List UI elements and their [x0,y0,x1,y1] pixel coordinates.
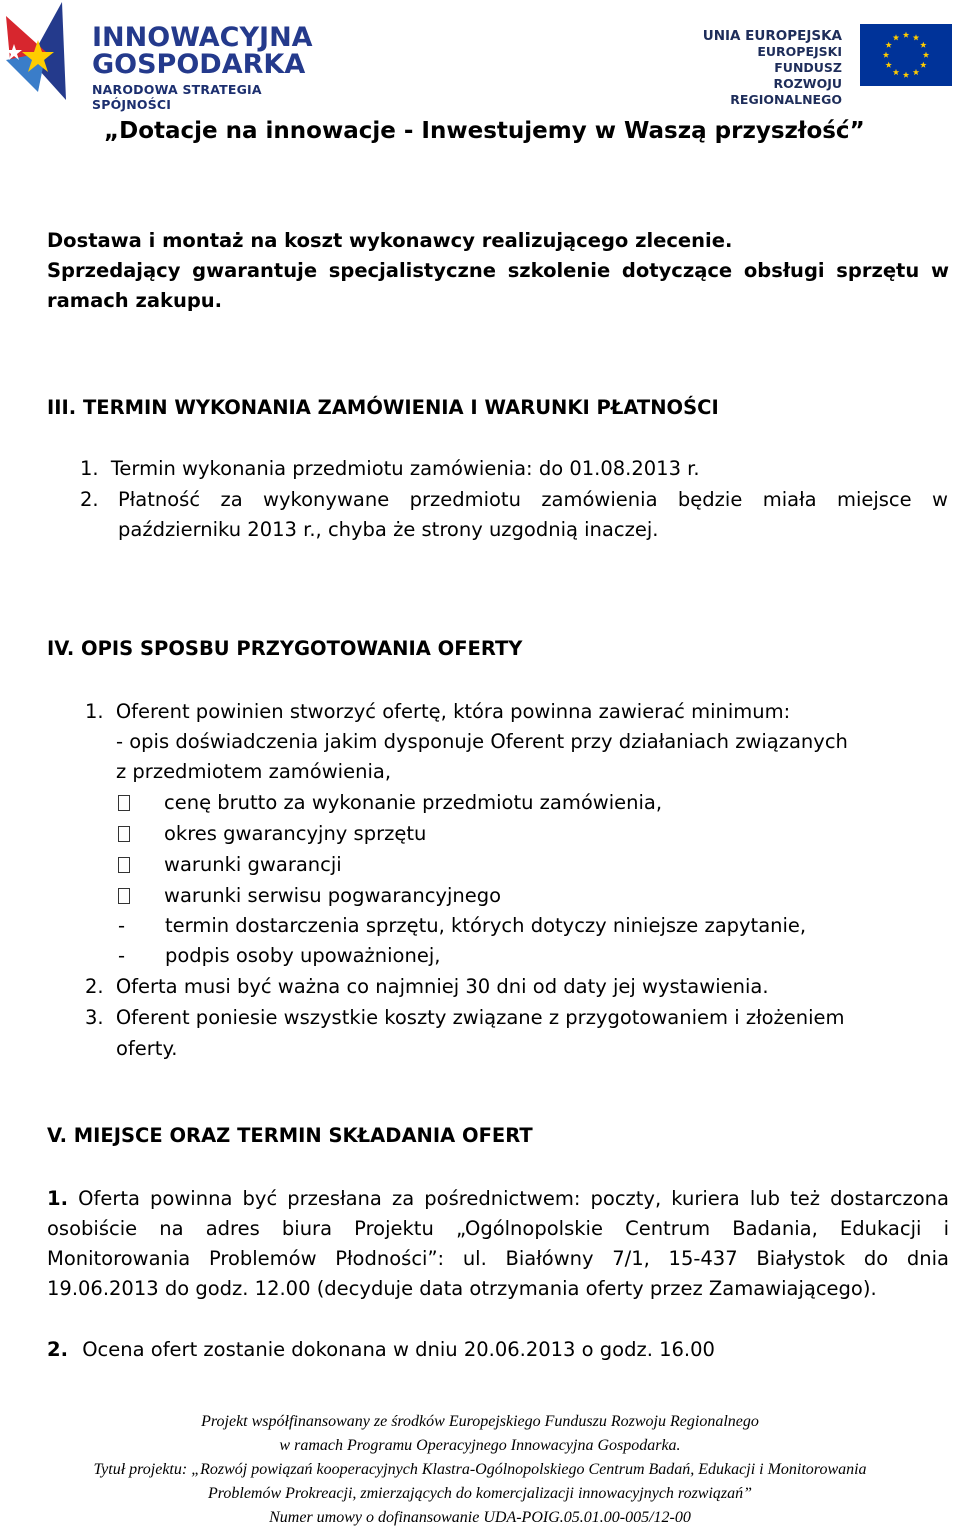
footer-line-1: Projekt współfinansowany ze środków Europejskiego Funduszu Rozwoju Regionalnego [201,1413,759,1430]
section-4-item-1-num: 1. [85,700,104,723]
bullet-text: warunki gwarancji [164,853,342,876]
section-4-item-2-num: 2. [85,975,104,998]
eu-logo-line3: ROZWOJU REGIONALNEGO [730,76,842,107]
section-4-dash-1-line-2: z przedmiotem zamówienia, [116,760,392,783]
list-item [118,941,441,971]
eu-logo-line2: EUROPEJSKI FUNDUSZ [757,44,842,75]
list-item [118,788,663,818]
logo-line-strategia: NARODOWA STRATEGIA SPÓJNOŚCI [92,82,262,112]
section-3-item-2-num: 2. [80,488,99,511]
section-4-item-3-num: 3. [85,1006,104,1029]
section-3-item-1 [80,454,700,484]
section-4-item-2-text: Oferta musi być ważna co najmniej 30 dni od daty jej wystawienia. [115,975,769,998]
bullet-text: warunki serwisu pogwarancyjnego [164,884,502,907]
eu-logo [697,24,952,107]
section-3-item-1-num: 1. [80,457,99,480]
page-footer [0,1410,960,1530]
section-5-item-2-num: 2. [47,1338,68,1361]
logo-line-gospodarka: GOSPODARKA [92,49,306,80]
eu-flag-icon [860,24,952,86]
list-item [118,819,427,849]
section-4-item-3-text-line-2: oferty. [116,1037,178,1060]
section-5-item-2-text: Ocena ofert zostanie dokonana w dniu 20.06.2013 o godz. 16.00 [82,1338,715,1361]
section-4-heading: IV. OPIS SPOSBU PRZYGOTOWANIA OFERTY [47,637,523,660]
footer-line-4: Problemów Prokreacji, zmierzających do komercjalizacji innowacyjnych rozwiązań” [207,1485,753,1502]
section-4-dash-1-line-1: - opis doświadczenia jakim dysponuje Oferent przy działaniach związanych [116,730,848,753]
section-5-item-1 [47,1184,949,1304]
section-4-item-2 [85,972,769,1002]
innowacyjna-gospodarka-emblem-icon [0,0,92,105]
missing-glyph-bullet-icon [118,857,130,873]
section-4-item-1 [85,697,790,727]
dash-mark: - [118,914,126,937]
intro-line-1: Dostawa i montaż na koszt wykonawcy realizującego zlecenie. [47,229,733,252]
list-item [118,911,807,941]
footer-line-5: Numer umowy o dofinansowanie UDA-POIG.05.01.00-005/12-00 [269,1509,691,1526]
dash-text: termin dostarczenia sprzętu, których dotyczy niniejsze zapytanie, [165,914,807,937]
section-5-heading: V. MIEJSCE ORAZ TERMIN SKŁADANIA OFERT [47,1124,533,1147]
bullet-text: cenę brutto za wykonanie przedmiotu zamówienia, [164,791,663,814]
section-4-item-3 [85,1003,845,1033]
innowacyjna-gospodarka-logo [0,0,330,112]
page-title: „Dotacje na innowacje - Inwestujemy w Waszą przyszłość” [104,118,865,144]
dash-text: podpis osoby upoważnionej, [165,944,441,967]
section-5-item-1-text: Oferta powinna być przesłana za pośrednictwem: poczty, kuriera lub też dostarczona osobiście na adres biura Projektu „Ogólnopolskie Centrum Badania, Edukacji i Monitorowania Problemów Płodności”: ul. Białówny 7/1, 15-437 Białystok do dnia 19.06.2013 do godz. 12.00 (decyduje data otrzymania oferty przez Zamawiającego). [47,1187,949,1300]
section-3-heading: III. TERMIN WYKONANIA ZAMÓWIENIA I WARUNKI PŁATNOŚCI [47,396,719,419]
list-item [118,850,342,880]
list-item [118,881,502,911]
footer-line-3: Tytuł projektu: „Rozwój powiązań kooperacyjnych Klastra-Ogólnopolskiego Centrum Badań, Edukacji i Monitorowania [93,1461,867,1478]
section-5-item-1-num: 1. [47,1187,68,1210]
bullet-text: okres gwarancyjny sprzętu [164,822,427,845]
footer-line-2: w ramach Programu Operacyjnego Innowacyjna Gospodarka. [279,1437,681,1454]
dash-mark: - [118,944,126,967]
section-3-item-2-text: Płatność za wykonywane przedmiotu zamówienia będzie miała miejsce w październiku 2013 r., chyba że strony uzgodnią inaczej. [118,488,948,541]
missing-glyph-bullet-icon [118,795,130,811]
logo-line-innowacyjna: INNOWACYJNA [92,22,313,53]
intro-line-2: Sprzedający gwarantuje specjalistyczne szkolenie dotyczące obsługi sprzętu w ramach zakupu. [47,259,949,312]
missing-glyph-bullet-icon [118,826,130,842]
section-5-item-2 [47,1335,715,1365]
section-3-item-1-text: Termin wykonania przedmiotu zamówienia: do 01.08.2013 r. [110,457,700,480]
section-4-item-3-text-line-1: Oferent poniesie wszystkie koszty związane z przygotowaniem i złożeniem [115,1006,845,1029]
eu-logo-line1: UNIA EUROPEJSKA [702,28,842,44]
section-4-item-1-text: Oferent powinien stworzyć ofertę, która powinna zawierać minimum: [115,700,791,723]
missing-glyph-bullet-icon [118,888,130,904]
